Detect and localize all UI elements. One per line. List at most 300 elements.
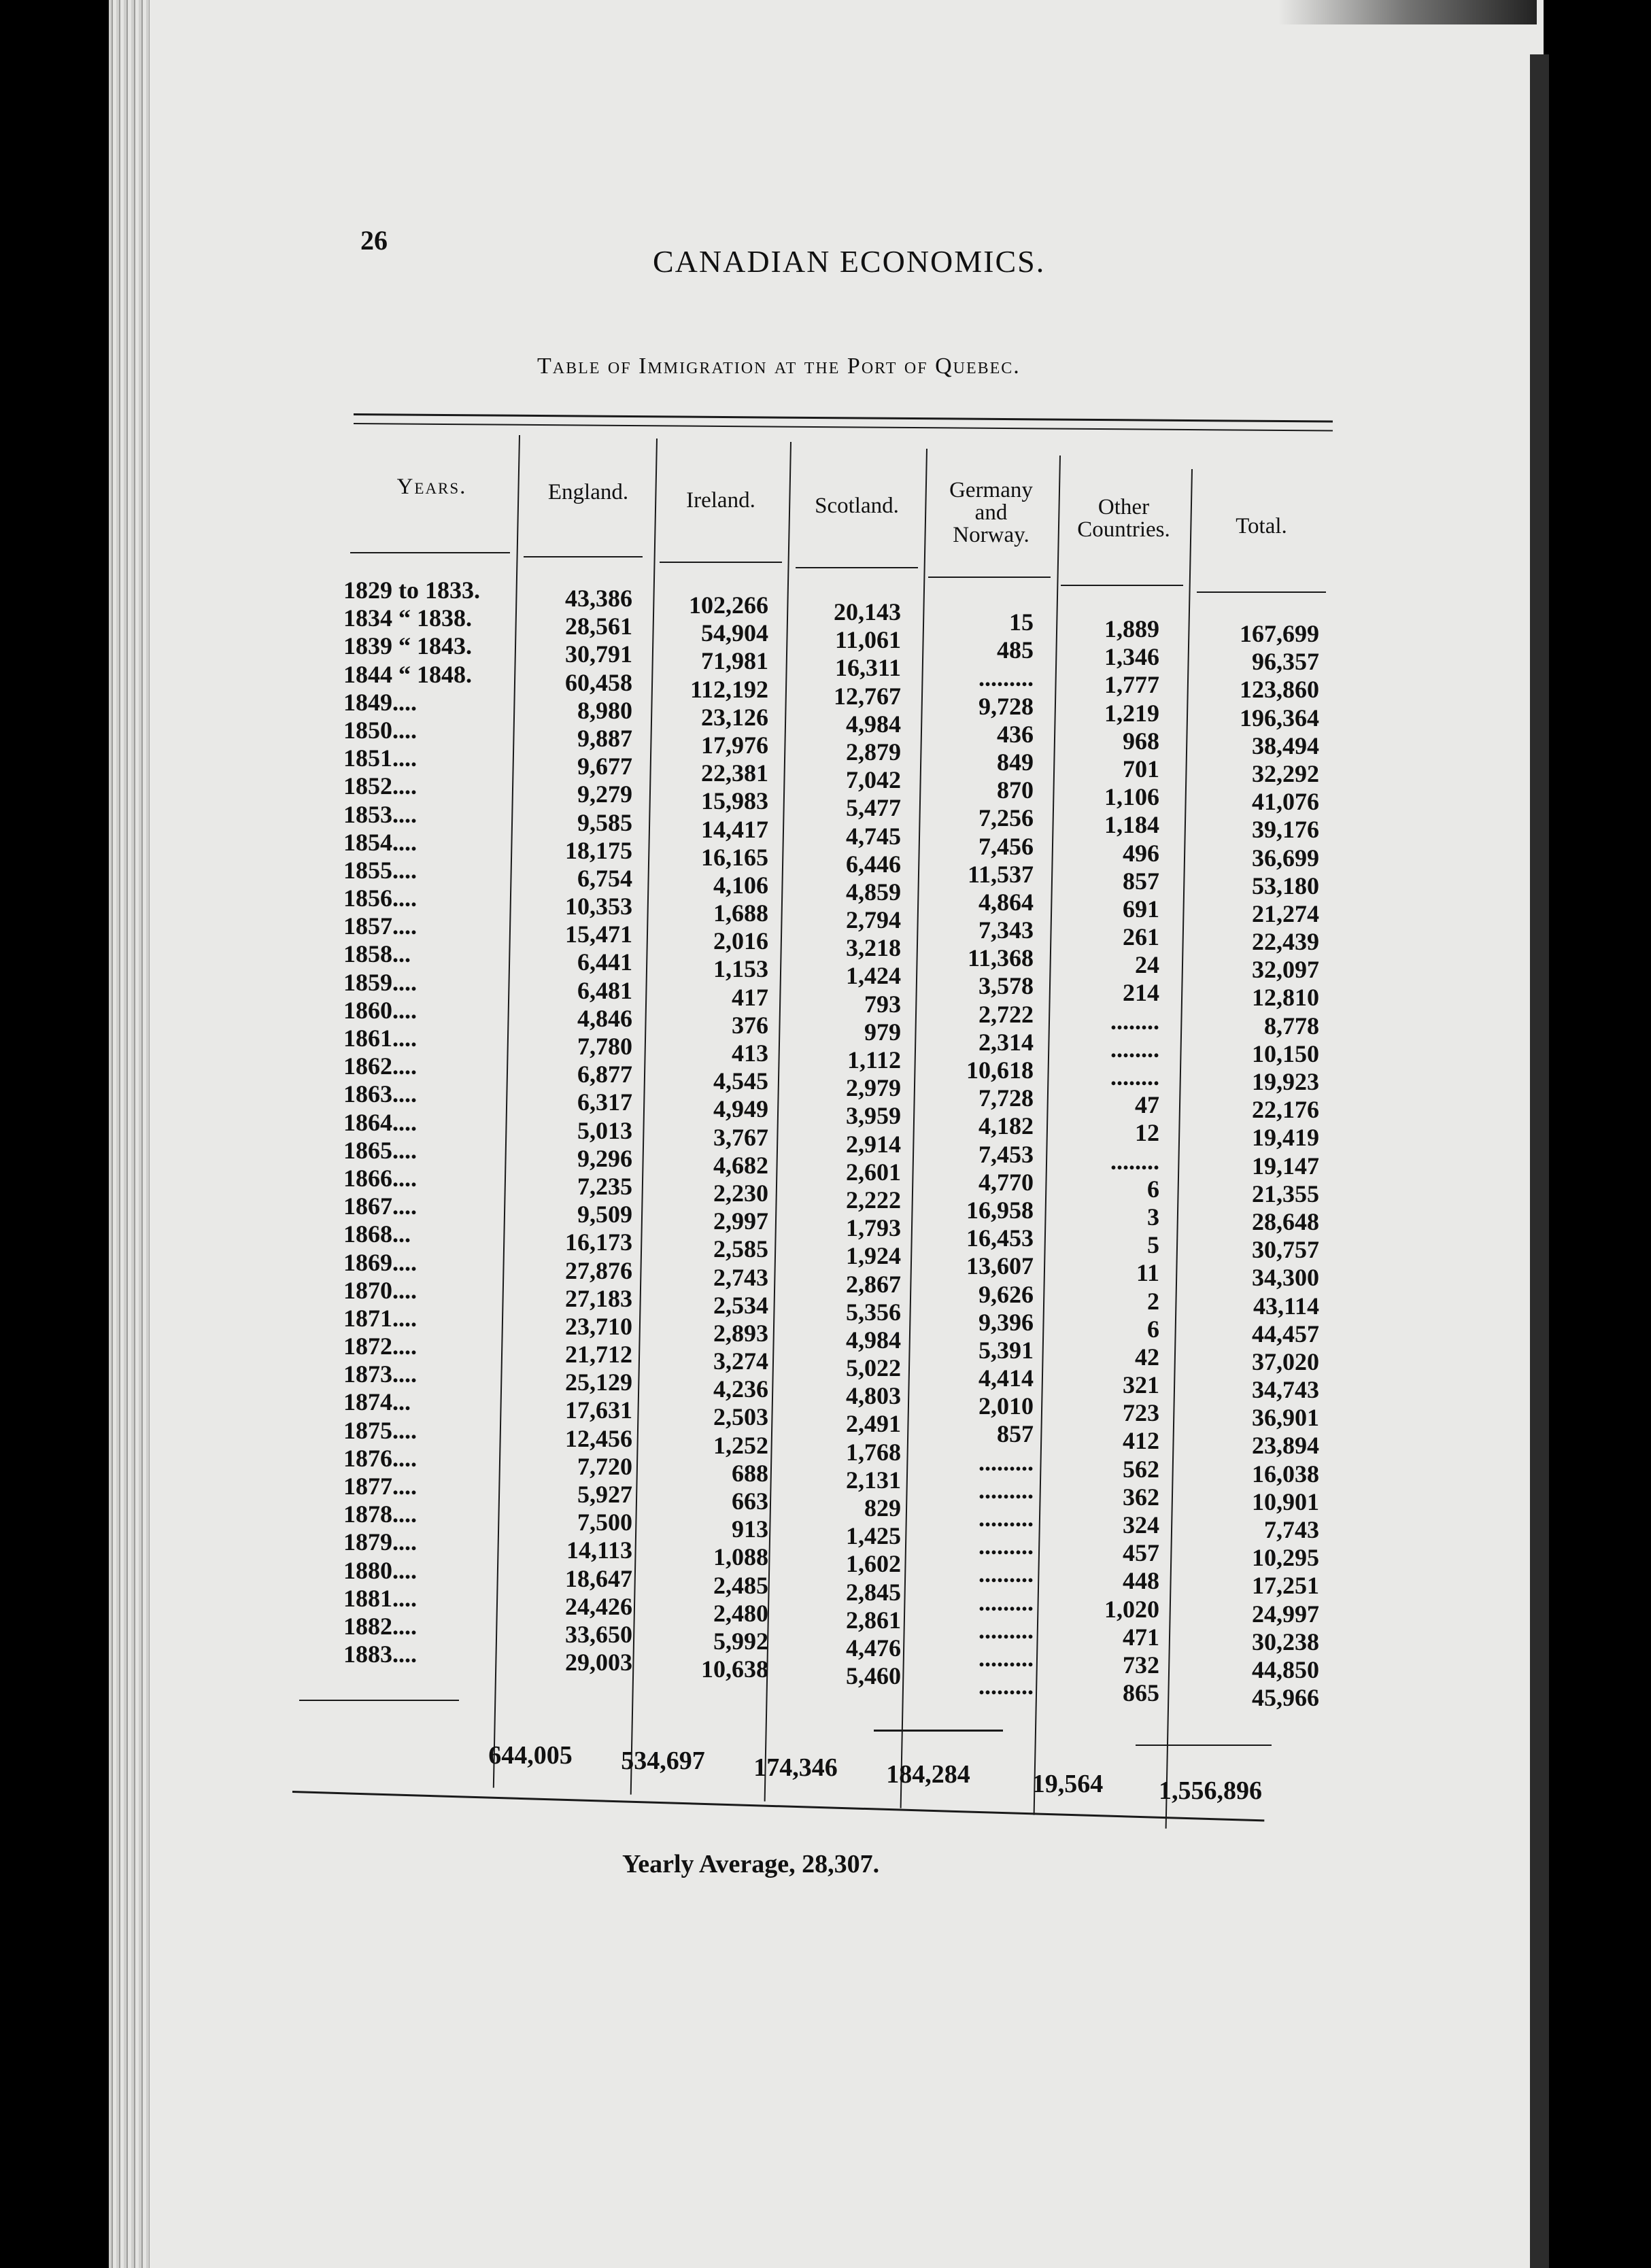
cell-scotland: 829: [864, 1494, 901, 1522]
cell-year: 1871....: [343, 1304, 417, 1332]
cell-total: 24,997: [1252, 1600, 1319, 1628]
cell-england: 6,441: [577, 948, 632, 976]
cell-germany: 4,414: [978, 1364, 1034, 1392]
cell-total: 167,699: [1240, 620, 1319, 647]
cell-other: 1,219: [1104, 699, 1159, 727]
cell-year: 1850....: [343, 716, 417, 744]
cell-year: 1863....: [343, 1080, 417, 1108]
cell-england: 9,296: [577, 1144, 632, 1172]
cell-ireland: 688: [732, 1459, 768, 1487]
cell-other: 2: [1147, 1287, 1159, 1315]
cell-year: 1859....: [343, 968, 417, 996]
cell-total: 38,494: [1252, 732, 1319, 759]
cell-germany: 485: [997, 636, 1034, 664]
header-germany-line: and: [974, 500, 1008, 525]
cell-year: 1866....: [343, 1164, 417, 1192]
cell-total: 39,176: [1252, 816, 1319, 844]
cell-ireland: 376: [732, 1011, 768, 1039]
cell-other: 1,777: [1104, 671, 1159, 699]
facing-page-edge: [1530, 54, 1549, 2268]
header-underline: [928, 577, 1051, 578]
cell-ireland: 2,480: [713, 1599, 768, 1627]
total-column: [1183, 620, 1319, 1712]
cell-other: 362: [1123, 1483, 1159, 1511]
cell-england: 9,509: [577, 1201, 632, 1228]
cell-england: 9,585: [577, 808, 632, 836]
cell-ireland: 3,274: [713, 1347, 768, 1375]
cell-ireland: 54,904: [701, 619, 768, 647]
cell-scotland: 1,425: [846, 1522, 901, 1550]
cell-other: 723: [1123, 1399, 1159, 1427]
cell-total: 10,901: [1252, 1488, 1319, 1515]
total-ireland: 534,697: [621, 1747, 705, 1775]
cell-other: 24: [1135, 951, 1159, 979]
cell-total: 10,150: [1252, 1040, 1319, 1067]
cell-other: 1,020: [1104, 1595, 1159, 1623]
cell-total: 37,020: [1252, 1347, 1319, 1375]
cell-year: 1882....: [343, 1612, 417, 1640]
cell-england: 8,980: [577, 696, 632, 724]
total-other-countries: 19,564: [1032, 1770, 1104, 1798]
cell-england: 5,013: [577, 1116, 632, 1144]
cell-other: 562: [1123, 1455, 1159, 1483]
cell-total: 30,757: [1252, 1236, 1319, 1264]
cell-scotland: 4,984: [846, 710, 901, 738]
grand-total: 1,556,896: [1159, 1776, 1262, 1805]
page-edge: [109, 0, 150, 2268]
cell-england: 43,386: [565, 585, 632, 612]
cell-year: 1849....: [343, 688, 417, 716]
header-total: Total.: [1236, 514, 1287, 538]
cell-england: 7,235: [577, 1172, 632, 1200]
cell-year: 1880....: [343, 1556, 417, 1584]
cell-total: 34,300: [1252, 1264, 1319, 1292]
cell-scotland: 4,803: [846, 1382, 901, 1410]
header-germany-line: Norway.: [953, 523, 1029, 547]
cell-other: ........: [1110, 1063, 1159, 1090]
cell-scotland: 5,022: [846, 1354, 901, 1382]
cell-germany: 7,728: [978, 1084, 1034, 1112]
cell-total: 123,860: [1240, 676, 1319, 704]
cell-total: 32,292: [1252, 759, 1319, 787]
cell-germany: .........: [978, 1588, 1034, 1616]
cell-other: 5: [1147, 1231, 1159, 1259]
cell-ireland: 1,088: [713, 1543, 768, 1571]
cell-total: 45,966: [1252, 1684, 1319, 1712]
cell-ireland: 1,252: [713, 1431, 768, 1459]
cell-other: 732: [1123, 1651, 1159, 1679]
cell-other: 857: [1123, 867, 1159, 895]
cell-other: ........: [1110, 1007, 1159, 1035]
cell-other: 496: [1123, 839, 1159, 867]
cell-year: 1854....: [343, 828, 417, 856]
cell-year: 1829 to 1833.: [343, 577, 480, 604]
cell-germany: .........: [978, 1560, 1034, 1588]
cell-germany: 16,453: [966, 1224, 1034, 1252]
cell-germany: 9,728: [978, 692, 1034, 720]
cell-germany: 4,770: [978, 1168, 1034, 1196]
cell-ireland: 4,682: [713, 1151, 768, 1179]
other-countries-column: [1051, 615, 1159, 1707]
cell-england: 12,456: [565, 1424, 632, 1452]
cell-total: 41,076: [1252, 788, 1319, 816]
scan-artifact: [1278, 0, 1537, 24]
cell-scotland: 979: [864, 1018, 901, 1046]
cell-ireland: 71,981: [701, 647, 768, 675]
cell-year: 1881....: [343, 1584, 417, 1612]
cell-england: 9,279: [577, 780, 632, 808]
cell-year: 1853....: [343, 800, 417, 828]
cell-total: 21,355: [1252, 1180, 1319, 1207]
cell-germany: 2,722: [978, 1000, 1034, 1028]
germany-norway-column: [915, 608, 1034, 1700]
cell-england: 27,876: [565, 1256, 632, 1284]
cell-scotland: 2,861: [846, 1606, 901, 1634]
cell-year: 1868...: [343, 1220, 411, 1248]
cell-year: 1862....: [343, 1052, 417, 1080]
cell-year: 1856....: [343, 884, 417, 912]
cell-total: 36,901: [1252, 1404, 1319, 1432]
cell-other: 321: [1123, 1371, 1159, 1399]
cell-year: 1867....: [343, 1192, 417, 1220]
cell-other: 11: [1136, 1259, 1159, 1287]
cell-year: 1852....: [343, 772, 417, 800]
cell-total: 16,038: [1252, 1460, 1319, 1488]
cell-other: 214: [1123, 979, 1159, 1007]
cell-ireland: 1,153: [713, 955, 768, 983]
cell-germany: .........: [978, 1476, 1034, 1504]
header-underline: [350, 552, 510, 553]
cell-scotland: 2,867: [846, 1270, 901, 1298]
cell-germany: 10,618: [966, 1056, 1034, 1084]
cell-total: 36,699: [1252, 844, 1319, 872]
cell-england: 6,754: [577, 864, 632, 892]
cell-germany: 11,537: [967, 860, 1034, 888]
table-caption: Table of Immigration at the Port of Quebec.: [537, 354, 1021, 379]
cell-england: 7,500: [577, 1509, 632, 1536]
cell-total: 19,419: [1252, 1124, 1319, 1152]
cell-scotland: 3,218: [846, 934, 901, 962]
cell-germany: 7,456: [978, 832, 1034, 860]
cell-ireland: 2,743: [713, 1263, 768, 1291]
header-underline: [1061, 585, 1183, 586]
cell-ireland: 413: [732, 1040, 768, 1067]
cell-other: 865: [1123, 1679, 1159, 1707]
cell-scotland: 1,424: [846, 962, 901, 990]
cell-ireland: 10,638: [701, 1655, 768, 1683]
total-england: 644,005: [488, 1741, 573, 1770]
cell-total: 22,439: [1252, 928, 1319, 956]
cell-england: 5,927: [577, 1481, 632, 1508]
header-scotland: Scotland.: [815, 494, 899, 518]
cell-year: 1877....: [343, 1473, 417, 1500]
cell-year: 1883....: [343, 1640, 417, 1668]
cell-germany: 11,368: [967, 944, 1034, 972]
cell-total: 196,364: [1240, 704, 1319, 732]
cell-germany: 16,958: [966, 1196, 1034, 1224]
cell-ireland: 4,949: [713, 1095, 768, 1123]
cell-other: 1,346: [1104, 643, 1159, 671]
cell-scotland: 4,859: [846, 878, 901, 906]
cell-other: 12: [1135, 1119, 1159, 1147]
cell-scotland: 4,984: [846, 1326, 901, 1354]
cell-total: 19,923: [1252, 1068, 1319, 1095]
cell-total: 10,295: [1252, 1544, 1319, 1572]
cell-germany: 7,453: [978, 1140, 1034, 1168]
cell-scotland: 2,222: [846, 1186, 901, 1214]
cell-scotland: 2,131: [846, 1466, 901, 1494]
cell-other: ........: [1110, 1035, 1159, 1063]
cell-other: ........: [1110, 1147, 1159, 1175]
header-underline: [660, 562, 782, 563]
cell-germany: 7,256: [978, 804, 1034, 832]
header-underline: [1197, 591, 1326, 593]
cell-total: 12,810: [1252, 984, 1319, 1012]
cell-ireland: 3,767: [713, 1123, 768, 1151]
header-ireland: Ireland.: [686, 488, 755, 513]
cell-year: 1878....: [343, 1500, 417, 1528]
cell-germany: 7,343: [978, 916, 1034, 944]
cell-scotland: 1,602: [846, 1550, 901, 1578]
sum-rule: [1136, 1745, 1272, 1746]
sum-rule: [299, 1700, 459, 1701]
cell-england: 9,677: [577, 753, 632, 780]
cell-total: 32,097: [1252, 956, 1319, 984]
cell-germany: 849: [997, 748, 1034, 776]
years-column: [343, 577, 513, 1668]
cell-year: 1869....: [343, 1248, 417, 1276]
cell-ireland: 15,983: [701, 787, 768, 815]
cell-total: 34,743: [1252, 1376, 1319, 1404]
cell-germany: .........: [978, 1644, 1034, 1672]
cell-scotland: 2,491: [846, 1410, 901, 1438]
cell-germany: .........: [978, 664, 1034, 692]
cell-total: 43,114: [1253, 1292, 1319, 1320]
cell-england: 30,791: [565, 640, 632, 668]
header-other-line: Other: [1097, 495, 1150, 519]
cell-scotland: 4,476: [846, 1634, 901, 1662]
cell-germany: .........: [978, 1532, 1034, 1560]
yearly-average: Yearly Average, 28,307.: [622, 1850, 880, 1878]
cell-ireland: 417: [732, 983, 768, 1011]
cell-year: 1873....: [343, 1360, 417, 1388]
cell-total: 28,648: [1252, 1207, 1319, 1235]
cell-other: 471: [1123, 1623, 1159, 1651]
cell-year: 1858...: [343, 940, 411, 968]
cell-total: 96,357: [1252, 648, 1319, 676]
cell-other: 47: [1135, 1091, 1159, 1119]
header-germany-norway: [928, 479, 1054, 547]
header-underline: [796, 567, 918, 568]
cell-germany: .........: [978, 1505, 1034, 1532]
cell-year: 1855....: [343, 856, 417, 884]
cell-year: 1864....: [343, 1108, 417, 1136]
cell-other: 457: [1123, 1539, 1159, 1567]
cell-total: 17,251: [1252, 1572, 1319, 1600]
cell-other: 42: [1135, 1343, 1159, 1371]
cell-england: 10,353: [565, 893, 632, 921]
cell-england: 6,877: [577, 1061, 632, 1088]
cell-england: 7,780: [577, 1033, 632, 1060]
cell-ireland: 14,417: [701, 815, 768, 843]
cell-scotland: 2,601: [846, 1158, 901, 1186]
cell-scotland: 2,979: [846, 1074, 901, 1102]
header-germany-line: Germany: [949, 478, 1033, 502]
cell-ireland: 2,997: [713, 1207, 768, 1235]
cell-other: 6: [1147, 1315, 1159, 1343]
page-number: 26: [360, 225, 388, 256]
header-years: Years.: [396, 475, 467, 499]
cell-year: 1865....: [343, 1136, 417, 1164]
cell-germany: 4,864: [978, 888, 1034, 916]
cell-total: 21,274: [1252, 899, 1319, 927]
header-other-line: Countries.: [1077, 517, 1170, 542]
cell-year: 1860....: [343, 996, 417, 1024]
cell-england: 15,471: [565, 921, 632, 948]
cell-other: 448: [1123, 1567, 1159, 1595]
cell-england: 9,887: [577, 724, 632, 752]
sum-rule: [874, 1730, 1003, 1732]
cell-total: 23,894: [1252, 1432, 1319, 1460]
cell-germany: 9,396: [978, 1308, 1034, 1336]
cell-ireland: 2,485: [713, 1571, 768, 1599]
cell-year: 1851....: [343, 744, 417, 772]
cell-scotland: 1,112: [847, 1046, 901, 1073]
scotland-column: [785, 598, 901, 1690]
cell-total: 8,778: [1264, 1012, 1319, 1040]
cell-ireland: 2,893: [713, 1319, 768, 1347]
cell-germany: 2,010: [978, 1392, 1034, 1420]
cell-year: 1844 “ 1848.: [343, 660, 472, 688]
cell-germany: 15: [1009, 608, 1034, 636]
cell-ireland: 22,381: [701, 759, 768, 787]
cell-england: 7,720: [577, 1452, 632, 1480]
cell-scotland: 5,460: [846, 1662, 901, 1690]
cell-ireland: 2,534: [713, 1291, 768, 1319]
cell-england: 24,426: [565, 1592, 632, 1620]
cell-ireland: 663: [732, 1488, 768, 1515]
cell-germany: 3,578: [978, 972, 1034, 1000]
cell-scotland: 2,879: [846, 738, 901, 766]
cell-germany: 436: [997, 720, 1034, 748]
cell-england: 16,173: [565, 1228, 632, 1256]
cell-scotland: 1,924: [846, 1242, 901, 1270]
cell-england: 17,631: [565, 1396, 632, 1424]
cell-ireland: 16,165: [701, 843, 768, 871]
cell-year: 1834 “ 1838.: [343, 604, 472, 632]
cell-scotland: 12,767: [834, 682, 901, 710]
cell-england: 28,561: [565, 613, 632, 640]
cell-ireland: 17,976: [701, 731, 768, 759]
cell-year: 1879....: [343, 1528, 417, 1556]
cell-scotland: 5,356: [846, 1298, 901, 1326]
total-germany-norway: 184,284: [886, 1760, 970, 1789]
header-other-countries: [1061, 496, 1187, 541]
cell-year: 1870....: [343, 1276, 417, 1304]
cell-scotland: 4,745: [846, 822, 901, 850]
cell-scotland: 11,061: [834, 626, 901, 654]
cell-scotland: 793: [864, 990, 901, 1018]
cell-ireland: 102,266: [689, 591, 768, 619]
cell-total: 22,176: [1252, 1096, 1319, 1124]
cell-other: 701: [1123, 755, 1159, 783]
cell-total: 44,850: [1252, 1655, 1319, 1683]
cell-england: 29,003: [565, 1649, 632, 1677]
cell-year: 1839 “ 1843.: [343, 632, 472, 660]
cell-england: 6,481: [577, 976, 632, 1004]
cell-england: 21,712: [565, 1341, 632, 1369]
cell-total: 53,180: [1252, 872, 1319, 899]
cell-year: 1874...: [343, 1388, 411, 1416]
cell-other: 324: [1123, 1511, 1159, 1539]
total-scotland: 174,346: [753, 1753, 838, 1782]
cell-scotland: 1,793: [846, 1214, 901, 1242]
cell-ireland: 23,126: [701, 703, 768, 731]
cell-germany: 2,314: [978, 1028, 1034, 1056]
cell-england: 6,317: [577, 1088, 632, 1116]
cell-other: 968: [1123, 727, 1159, 755]
cell-year: 1876....: [343, 1444, 417, 1472]
cell-england: 60,458: [565, 668, 632, 696]
cell-england: 14,113: [566, 1536, 632, 1564]
cell-ireland: 112,192: [690, 675, 768, 703]
cell-other: 412: [1123, 1427, 1159, 1455]
scan-border: [1549, 0, 1651, 2268]
cell-ireland: 2,585: [713, 1235, 768, 1263]
cell-germany: .........: [978, 1448, 1034, 1476]
cell-ireland: 2,230: [713, 1179, 768, 1207]
cell-england: 23,710: [565, 1312, 632, 1340]
cell-scotland: 1,768: [846, 1438, 901, 1466]
cell-scotland: 3,959: [846, 1102, 901, 1130]
cell-germany: 870: [997, 776, 1034, 804]
cell-ireland: 2,016: [713, 927, 768, 955]
cell-year: 1872....: [343, 1333, 417, 1360]
cell-total: 30,238: [1252, 1628, 1319, 1655]
cell-germany: 5,391: [978, 1336, 1034, 1364]
cell-scotland: 7,042: [846, 766, 901, 794]
cell-germany: 4,182: [978, 1112, 1034, 1140]
cell-ireland: 1,688: [713, 899, 768, 927]
cell-germany: .........: [978, 1672, 1034, 1700]
cell-scotland: 20,143: [834, 598, 901, 625]
cell-england: 18,647: [565, 1564, 632, 1592]
cell-other: 6: [1147, 1175, 1159, 1203]
header-underline: [524, 556, 643, 557]
cell-scotland: 16,311: [834, 654, 901, 682]
cell-scotland: 2,914: [846, 1130, 901, 1158]
cell-total: 7,743: [1264, 1516, 1319, 1543]
cell-germany: .........: [978, 1616, 1034, 1644]
cell-other: 1,889: [1104, 615, 1159, 642]
cell-england: 27,183: [565, 1284, 632, 1312]
cell-ireland: 4,545: [713, 1067, 768, 1095]
cell-year: 1857....: [343, 912, 417, 940]
cell-other: 3: [1147, 1203, 1159, 1231]
cell-ireland: 4,106: [713, 871, 768, 899]
cell-other: 1,106: [1104, 783, 1159, 811]
cell-england: 4,846: [577, 1004, 632, 1032]
cell-year: 1861....: [343, 1025, 417, 1052]
cell-germany: 9,626: [978, 1280, 1034, 1308]
cell-ireland: 2,503: [713, 1403, 768, 1431]
cell-total: 44,457: [1252, 1320, 1319, 1347]
cell-other: 261: [1123, 923, 1159, 951]
running-head: CANADIAN ECONOMICS.: [653, 244, 1046, 279]
cell-scotland: 6,446: [846, 850, 901, 878]
cell-year: 1875....: [343, 1416, 417, 1444]
england-column: [517, 585, 632, 1677]
